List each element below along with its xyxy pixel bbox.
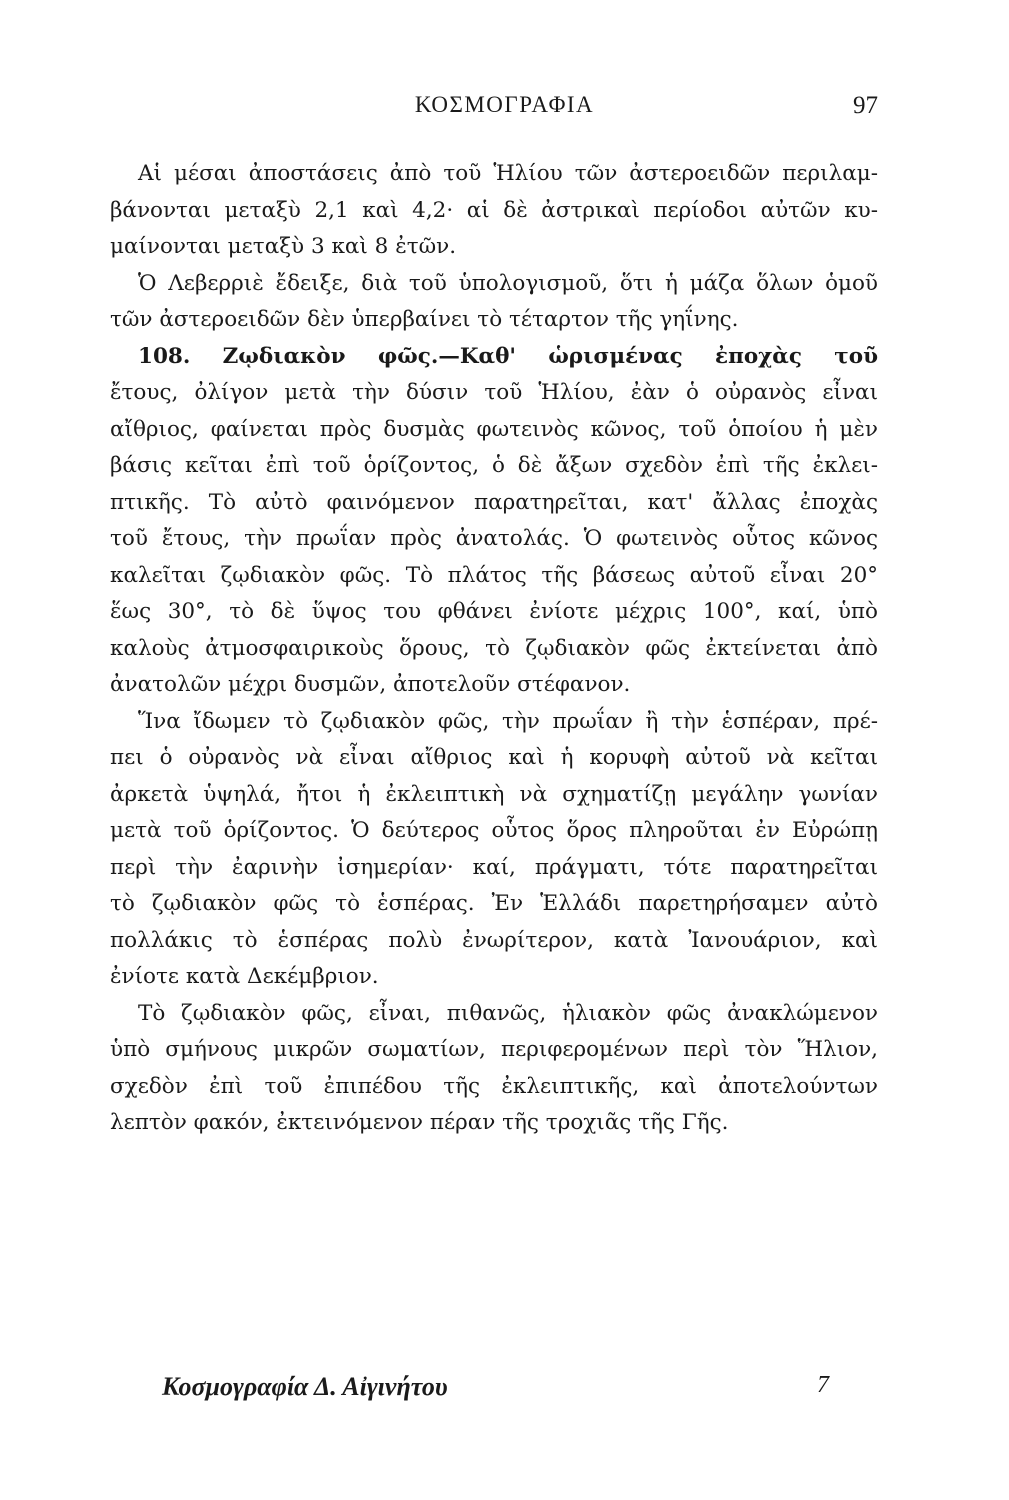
text-line: περὶ τὴν ἐαρινὴν ἰσημερίαν· καί, πράγματι, τότε παρατηρεῖται <box>110 854 878 880</box>
text-line: ἀρκετὰ ὑψηλά, ἤτοι ἡ ἐκλειπτικὴ νὰ σχηματίζῃ μεγάλην γωνίαν <box>110 781 878 807</box>
text-line: ἔτους, ὀλίγον μετὰ τὴν δύσιν τοῦ Ἡλίου, ἐὰν ὁ οὐρανὸς εἶναι <box>110 380 878 405</box>
text-line: σχεδὸν ἐπὶ τοῦ ἐπιπέδου τῆς ἐκλειπτικῆς, καὶ ἀποτελούντων <box>110 1073 878 1099</box>
text-line: μετὰ τοῦ ὁρίζοντος. Ὁ δεύτερος οὗτος ὅρος πληροῦται ἐν Εὐρώπῃ <box>110 818 878 843</box>
text-line: μαίνονται μεταξὺ 3 καὶ 8 ἐτῶν. <box>110 234 457 259</box>
text-line: βάσις κεῖται ἐπὶ τοῦ ὁρίζοντος, ὁ δὲ ἄξων σχεδὸν ἐπὶ τῆς ἐκλει- <box>110 453 878 478</box>
text-line: τῶν ἀστεροειδῶν δὲν ὑπερβαίνει τὸ τέταρτον τῆς γηΐνης. <box>110 307 739 332</box>
body-text <box>110 156 878 1142</box>
text-line: πτικῆς. Τὸ αὐτὸ φαινόμενον παρατηρεῖται, κατ' ἄλλας ἐποχὰς <box>110 489 878 515</box>
text-line: ἀνατολῶν μέχρι δυσμῶν, ἀποτελοῦν στέφανον. <box>110 672 631 697</box>
page-number: 97 <box>853 92 878 119</box>
text-line: Τὸ ζῳδιακὸν φῶς, εἶναι, πιθανῶς, ἡλιακὸν φῶς ἀνακλώμενον <box>138 1000 878 1026</box>
text-line: λεπτὸν φακόν, ἐκτεινόμενον πέραν τῆς τροχιᾶς τῆς Γῆς. <box>110 1110 729 1135</box>
text-line: τοῦ ἔτους, τὴν πρωΐαν πρὸς ἀνατολάς. Ὁ φωτεινὸς οὗτος κῶνος <box>110 526 878 551</box>
text-line: βάνονται μεταξὺ 2,1 καὶ 4,2· αἱ δὲ ἀστρικαὶ περίοδοι αὐτῶν κυ- <box>110 197 878 223</box>
text-line: τὸ ζῳδιακὸν φῶς τὸ ἑσπέρας. Ἐν Ἑλλάδι παρετηρήσαμεν αὐτὸ <box>110 891 878 916</box>
text-line: πει ὁ οὐρανὸς νὰ εἶναι αἴθριος καὶ ἡ κορυφὴ αὐτοῦ νὰ κεῖται <box>110 745 878 770</box>
footer-book-title: Κοσμογραφία Δ. Αἰγινήτου <box>162 1372 448 1401</box>
text-line: ὑπὸ σμήνους μικρῶν σωματίων, περιφερομένων περὶ τὸν Ἥλιον, <box>110 1037 878 1062</box>
text-line: καλοὺς ἀτμοσφαιρικοὺς ὅρους, τὸ ζῳδιακὸν φῶς ἐκτείνεται ἀπὸ <box>110 635 878 661</box>
text-line: καλεῖται ζῳδιακὸν φῶς. Τὸ πλάτος τῆς βάσεως αὐτοῦ εἶναι 20° <box>110 562 878 588</box>
text-line: πολλάκις τὸ ἑσπέρας πολὺ ἐνωρίτερον, κατὰ Ἰανουάριον, καὶ <box>110 927 878 953</box>
running-title: ΚΟΣΜΟΓΡΑΦΙΑ <box>414 92 595 117</box>
text-line: Ὁ Λεβερριὲ ἔδειξε, διὰ τοῦ ὑπολογισμοῦ, ὅτι ἡ μάζα ὅλων ὁμοῦ <box>138 270 878 296</box>
signature-mark: 7 <box>817 1372 829 1398</box>
text-line: Ἵνα ἴδωμεν τὸ ζῳδιακὸν φῶς, τὴν πρωΐαν ἢ τὴν ἑσπέραν, πρέ- <box>138 708 878 734</box>
section-heading-line: 108. Ζῳδιακὸν φῶς.—Καθ' ὡρισμένας ἐποχὰς τοῦ <box>138 343 878 369</box>
text-line: ἐνίοτε κατὰ Δεκέμβριον. <box>110 964 379 989</box>
text-line: ἕως 30°, τὸ δὲ ὕψος του φθάνει ἐνίοτε μέχρις 100°, καί, ὑπὸ <box>110 599 878 624</box>
text-line: αἴθριος, φαίνεται πρὸς δυσμὰς φωτεινὸς κῶνος, τοῦ ὁποίου ἡ μὲν <box>110 416 878 442</box>
text-line: Αἱ μέσαι ἀποστάσεις ἀπὸ τοῦ Ἡλίου τῶν ἀστεροειδῶν περιλαμ- <box>138 161 878 186</box>
